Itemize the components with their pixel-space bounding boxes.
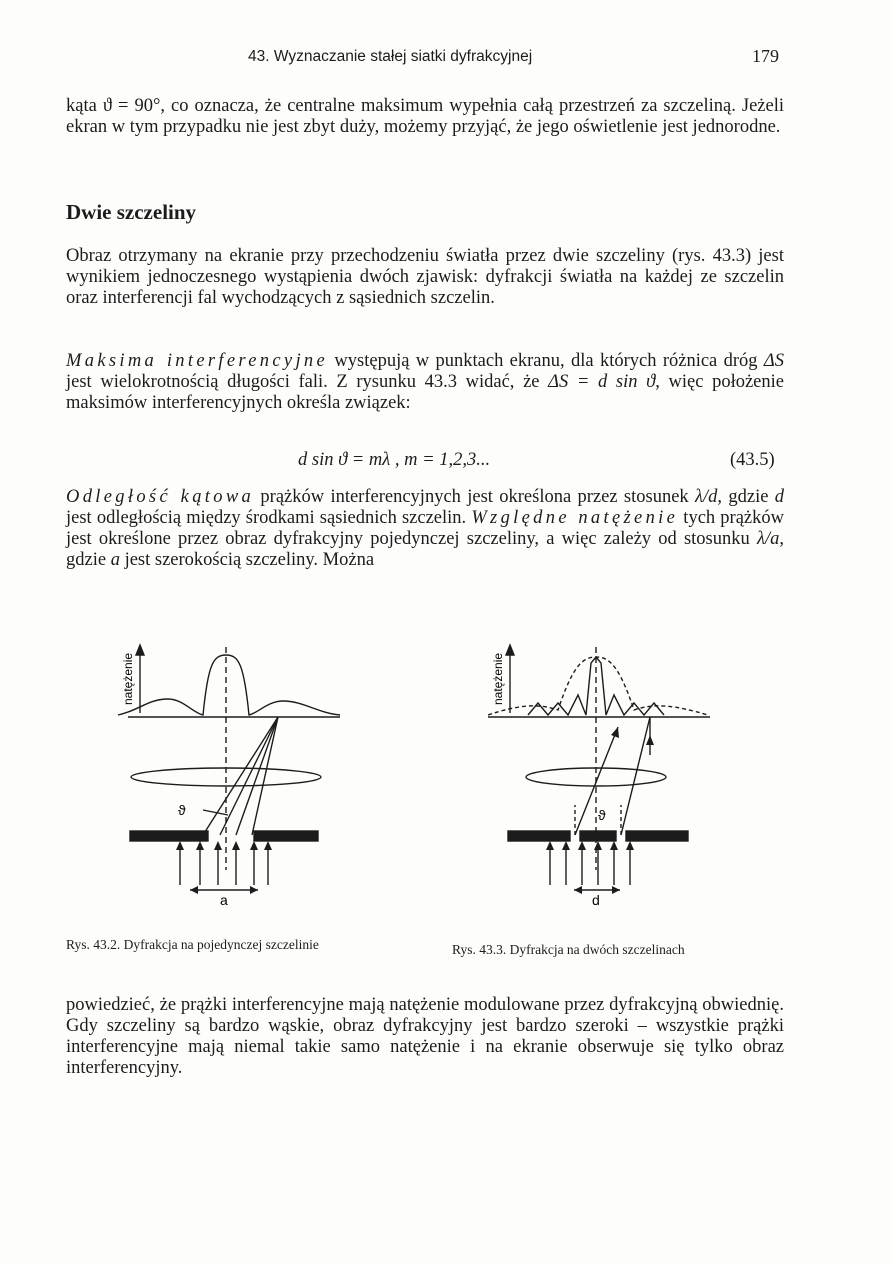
slit-barrier-left — [130, 831, 208, 841]
section-heading: Dwie szczeliny — [66, 200, 197, 224]
figure-caption-43-3: Rys. 43.3. Dyfrakcja na dwóch szczelinach — [452, 942, 685, 957]
diffraction-envelope — [488, 657, 708, 715]
slit-width-label: a — [220, 892, 228, 908]
figure-caption-43-2: Rys. 43.2. Dyfrakcja na pojedynczej szczelinie — [66, 937, 319, 952]
figure-single-slit — [108, 635, 358, 920]
ray — [621, 717, 650, 835]
term-angular-distance: Odległość kątowa — [66, 487, 255, 507]
figure-double-slit — [478, 635, 728, 920]
slit-barrier-left — [508, 831, 570, 841]
intensity-axis-label: natężenie — [121, 652, 135, 705]
arrow-up-icon — [136, 645, 144, 655]
diffraction-pattern — [118, 652, 340, 715]
slit-barrier-right — [626, 831, 688, 841]
paragraph-angular-distance: Odległość kątowa prążków interferencyjnych jest określona przez stosunek λ/d, gdzie d jest odległością między środkami sąsiednich szczelin. Względne natężenie tych prążków jest określone przez obraz dyfrakcyjny pojedynczej szczeliny, a więc zależy od stosunku λ/a, gdzie a jest szerokością szczeliny. Można — [66, 487, 785, 570]
paragraph-intro: kąta ϑ = 90°, co oznacza, że centralne maksimum wypełnia całą przestrzeń za szczeliną. Jeżeli ekran w tym przypadku nie jest zbyt duży, możemy przyjąć, że jego oświetlenie jest jednorodne. — [66, 96, 784, 137]
angle-label: ϑ — [178, 802, 186, 818]
ray — [236, 717, 278, 835]
angle-label: ϑ — [598, 807, 606, 823]
term-interference-maxima: Maksima interferencyjne — [66, 351, 329, 371]
path-difference: ΔS — [763, 351, 784, 371]
equation-body: d sin ϑ = mλ , m = 1,2,3... — [298, 450, 491, 470]
intensity-axis-label: natężenie — [491, 652, 505, 705]
term-relative-intensity: Względne natężenie — [471, 508, 679, 528]
ray — [203, 717, 278, 835]
equation-number: (43.5) — [730, 450, 775, 470]
equation-43-5 — [0, 450, 893, 476]
paragraph-conclusion: powiedzieć, że prążki interferencyjne mają natężenie modulowane przez dyfrakcyjną obwiednię. Gdy szczeliny są bardzo wąskie, obraz dyfrakcyjny jest bardzo szeroki – wszystkie prążki interferencyjne mają niemal takie samo natężenie i na ekranie obserwuje się tylko obraz interferencyjny. — [66, 995, 784, 1078]
slit-barrier-right — [254, 831, 318, 841]
running-header-title: 43. Wyznaczanie stałej siatki dyfrakcyjnej — [248, 48, 533, 65]
page-number: 179 — [752, 46, 779, 66]
paragraph-two-slits: Obraz otrzymany na ekranie przy przechodzeniu światła przez dwie szczeliny (rys. 43.3) jest wynikiem jednoczesnego wystąpienia dwóch zjawisk: dyfrakcji światła na każdej ze szczelin oraz interferencji fal wychodzących z sąsiednich szczelin. — [66, 246, 784, 308]
slit-distance-label: d — [592, 892, 600, 908]
ray — [252, 717, 278, 835]
paragraph-maxima: Maksima interferencyjne występują w punktach ekranu, dla których różnica dróg ΔS jest wielokrotnością długości fali. Z rysunku 43.3 widać, że ΔS = d sin ϑ, więc położenie maksimów interferencyjnych określa związek: — [66, 351, 784, 413]
arrow-up-icon — [506, 645, 514, 655]
ray — [220, 717, 278, 835]
interference-fringes — [528, 657, 664, 715]
slit-barrier-middle — [580, 831, 616, 841]
path-difference-relation: ΔS = d sin ϑ — [548, 372, 656, 392]
running-header — [0, 48, 893, 72]
